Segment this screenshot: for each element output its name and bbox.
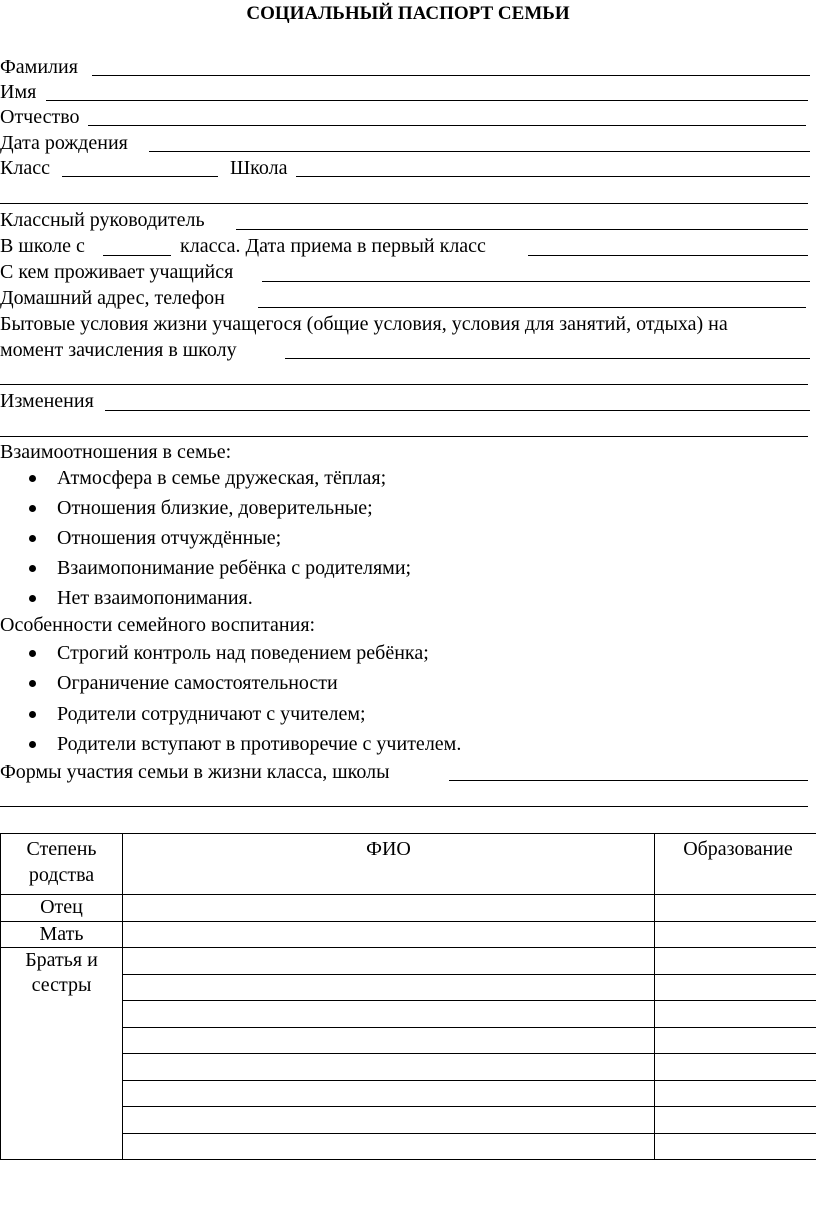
- mother-cell: Мать: [1, 921, 123, 948]
- lives-with-label: С кем проживает учащийся: [0, 261, 234, 283]
- education-cell[interactable]: [655, 1054, 816, 1081]
- siblings-cell: Братья и сестры: [1, 948, 123, 1160]
- changes-field-2[interactable]: [0, 436, 808, 437]
- grade-field[interactable]: [62, 176, 218, 177]
- fio-cell[interactable]: [123, 1133, 655, 1160]
- grade-label: Класс: [0, 157, 50, 179]
- bullet-icon: [29, 650, 36, 657]
- in-school-since-field[interactable]: [103, 255, 171, 256]
- bullet-icon: [29, 741, 36, 748]
- bullet-icon: [29, 680, 36, 687]
- table-row: [1, 1080, 816, 1107]
- education-cell[interactable]: [655, 1107, 816, 1134]
- education-cell[interactable]: [655, 1133, 816, 1160]
- living-conditions-field[interactable]: [285, 358, 810, 359]
- education-cell[interactable]: [655, 1001, 816, 1028]
- name-label: Имя: [0, 81, 37, 103]
- table-row: [1, 948, 816, 975]
- fio-cell[interactable]: [123, 1107, 655, 1134]
- table-row: [1, 974, 816, 1001]
- living-conditions-label-2: момент зачисления в школу: [0, 339, 237, 361]
- education-cell[interactable]: [655, 895, 816, 922]
- name-field[interactable]: [46, 100, 808, 101]
- patronymic-field[interactable]: [88, 125, 806, 126]
- table-row: [1, 895, 816, 922]
- page-title: СОЦИАЛЬНЫЙ ПАСПОРТ СЕМЬИ: [246, 3, 570, 24]
- participation-label: Формы участия семьи в жизни класса, школы: [0, 761, 390, 783]
- education-cell[interactable]: [655, 974, 816, 1001]
- table-row: [1, 1001, 816, 1028]
- table-row: [1, 1107, 816, 1134]
- education-cell[interactable]: [655, 948, 816, 975]
- fio-cell[interactable]: [123, 1054, 655, 1081]
- education-cell[interactable]: [655, 1080, 816, 1107]
- fio-cell[interactable]: [123, 1001, 655, 1028]
- first-grade-date-field[interactable]: [528, 255, 808, 256]
- fio-header: ФИО: [123, 834, 655, 895]
- living-conditions-label: Бытовые условия жизни учащегося (общие условия, условия для занятий, отдыха) на: [0, 313, 728, 335]
- patronymic-label: Отчество: [0, 106, 80, 128]
- lives-with-field[interactable]: [262, 281, 810, 282]
- bullet-icon: [29, 535, 36, 542]
- surname-field[interactable]: [92, 75, 810, 76]
- relation-header: Степень родства: [1, 834, 123, 895]
- class-teacher-label: Классный руководитель: [0, 209, 205, 231]
- fio-cell[interactable]: [123, 921, 655, 948]
- participation-field[interactable]: [449, 780, 808, 781]
- surname-label: Фамилия: [0, 56, 78, 78]
- bullet-icon: [29, 565, 36, 572]
- address-phone-label: Домашний адрес, телефон: [0, 287, 225, 309]
- blank-line[interactable]: [0, 203, 808, 204]
- living-conditions-field-2[interactable]: [0, 384, 808, 385]
- table-row: [1, 1133, 816, 1160]
- bullet-icon: [29, 595, 36, 602]
- bullet-icon: [29, 711, 36, 718]
- fio-cell[interactable]: [123, 974, 655, 1001]
- upbringing-heading: Особенности семейного воспитания:: [0, 614, 316, 636]
- participation-field-2[interactable]: [0, 806, 808, 807]
- bullet-icon: [29, 505, 36, 512]
- changes-field[interactable]: [105, 410, 810, 411]
- table-row: [1, 1054, 816, 1081]
- family-table: [0, 833, 816, 1160]
- education-cell[interactable]: [655, 921, 816, 948]
- first-grade-date-label: класса. Дата приема в первый класс: [180, 235, 486, 257]
- changes-label: Изменения: [0, 390, 94, 412]
- fio-cell[interactable]: [123, 895, 655, 922]
- fio-cell[interactable]: [123, 1027, 655, 1054]
- class-teacher-field[interactable]: [236, 229, 808, 230]
- address-phone-field[interactable]: [258, 307, 806, 308]
- birth-date-field[interactable]: [149, 151, 810, 152]
- education-cell[interactable]: [655, 1027, 816, 1054]
- father-cell: Отец: [1, 895, 123, 922]
- in-school-since-label: В школе с: [0, 235, 85, 257]
- fio-cell[interactable]: [123, 1080, 655, 1107]
- bullet-icon: [29, 475, 36, 482]
- fio-cell[interactable]: [123, 948, 655, 975]
- table-row: [1, 921, 816, 948]
- relationships-heading: Взаимоотношения в семье:: [0, 441, 232, 463]
- table-header-row: [1, 834, 816, 895]
- table-row: [1, 1027, 816, 1054]
- birth-date-label: Дата рождения: [0, 132, 128, 154]
- school-field[interactable]: [296, 176, 810, 177]
- education-header: Образование: [655, 834, 816, 895]
- school-label: Школа: [230, 157, 288, 179]
